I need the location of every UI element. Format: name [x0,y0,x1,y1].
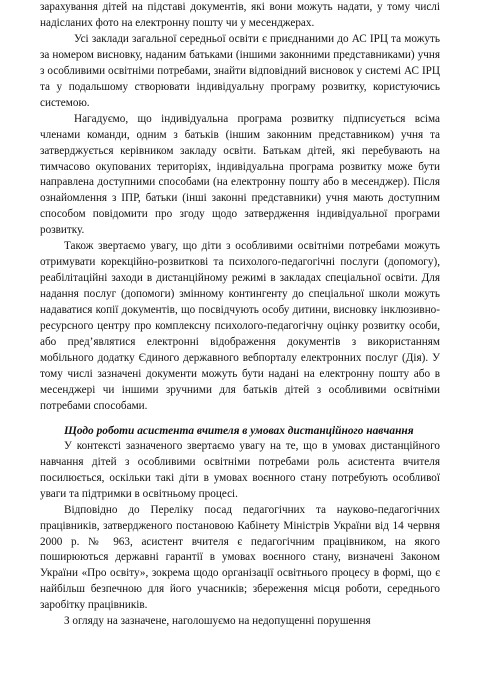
paragraph-3: Нагадуємо, що індивідуальна програма розвитку підписується всіма членами команди, одним з батьків (іншим законним представником) учня та затверджується керівником закладу освіти. Батькам дітей, які перебувають на тимчасово окупованих територіях, індивідуальна програма розвитку може бути направлена доступними способами (на електронну пошту або в месенджер). Після ознайомлення з ІПР, батьки (інші законні представники) учня мають доступним способом повідомити про згоду щодо затвердження індивідуальної програми розвитку. [40,112,440,237]
paragraph-4: Також звертаємо увагу, що діти з особливими освітніми потребами можуть отримувати корекційно-розвиткові та психолого-педагогічні послуги (допомогу), реабілітаційні заходи в дистанційному режимі в закладах спеціальної освіти. Для надання послуг (допомоги) змінному контингенту до спеціальної школи можуть надаватися копії документів, що посвідчують особу дитини, висновку інклюзивно-ресурсного центру про комплексну психолого-педагогічну оцінку розвитку особи, або пред’являтися електронні відображення документів з використанням мобільного додатку Єдиного державного вебпорталу електронних послуг (Дія). У тому числі зазначені документи можуть бути надані на електронну пошту або в месенджері чи іншими зручними для батьків дітей з особливими освітніми потребами способами. [40,240,440,412]
paragraph-6: Відповідно до Переліку посад педагогічних та науково-педагогічних працівників, затвердженого постановою Кабінету Міністрів України від 14 червня 2000 р. № 963, асистент вчителя є педагогічним працівником, на якого поширюються державні гарантії в умовах воєнного стану, визначені Законом України «Про освіту», зокрема щодо організації освітнього процесу в формі, що є найбільш безпечною для його учасників; збереження місця роботи, середнього заробітку працівників. [40,503,440,612]
paragraph-5: У контексті зазначеного звертаємо увагу на те, що в умовах дистанційного навчання дітей з особливими освітніми потребами роль асистента вчителя посилюється, оскільки такі діти в умовах воєнного стану потребують особливої уваги та підтримки в освітньому процесі. [40,439,440,500]
paragraph-2: Усі заклади загальної середньої освіти є приєднаними до АС ІРЦ та можуть за номером висновку, наданим батьками (іншими законними представниками) учня з особливими освітніми потребами, знайти відповідний висновок у системі АС ІРЦ та у подальшому створювати індивідуальну програму розвитку, користуючись системою. [40,32,440,109]
spacer [40,415,440,423]
paragraph-1: зарахування дітей на підставі документів, які вони можуть надати, у тому числі надісланих фото на електронну пошту чи у месенджерах. [40,1,440,29]
paragraph-7: З огляду на зазначене, наголошуємо на недопущенні порушення [64,615,371,628]
section-heading: Щодо роботи асистента вчителя в умовах дистанційного навчання [64,424,414,437]
